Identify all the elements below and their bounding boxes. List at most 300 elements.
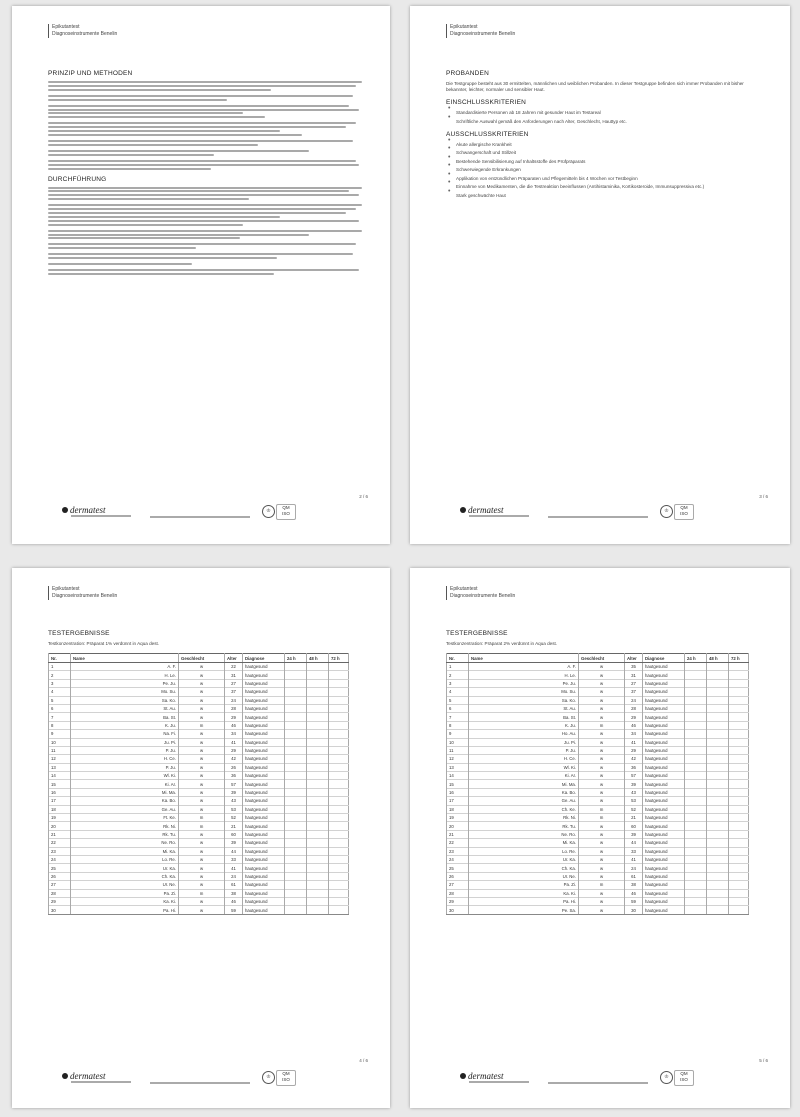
bullet-item: • Applikation von entzündlichen Präparaten und Pflegemitteln bis 4 Wochen vor Testbeginn (456, 176, 762, 182)
result-cell (329, 897, 349, 905)
paragraph (48, 263, 362, 265)
table-cell: 13 (447, 763, 469, 771)
table-cell: Ka. Ki. (469, 889, 579, 897)
document-page-5 (410, 568, 790, 1108)
result-cell (729, 805, 749, 813)
table-cell: 39 (625, 830, 643, 838)
table-cell: 36 (225, 772, 243, 780)
result-cell (707, 864, 729, 872)
result-cell (685, 897, 707, 905)
column-header: Nr. (49, 654, 71, 663)
result-cell (285, 855, 307, 863)
table-cell: H. Le. (71, 671, 179, 679)
result-cell (729, 755, 749, 763)
table-cell: P. Ju. (71, 763, 179, 771)
table-cell: hautgesund (643, 847, 685, 855)
text-line (48, 216, 280, 218)
table-cell: w (179, 864, 225, 872)
result-cell (285, 872, 307, 880)
result-cell (707, 872, 729, 880)
table-cell: 4 (447, 688, 469, 696)
table-cell: Mo. Su. (71, 688, 179, 696)
table-cell: 60 (225, 830, 243, 838)
text-line (48, 81, 362, 83)
result-cell (307, 788, 329, 796)
table-cell: 41 (625, 855, 643, 863)
result-cell (729, 713, 749, 721)
page-footer (62, 502, 365, 524)
result-cell (307, 763, 329, 771)
bullet-item: • Schwangerschaft und Stillzeit (456, 150, 762, 156)
result-cell (285, 663, 307, 671)
table-cell: 36 (625, 763, 643, 771)
column-header: Geschlecht (179, 654, 225, 663)
result-cell (685, 755, 707, 763)
table-cell: w (179, 663, 225, 671)
table-cell: 8 (447, 721, 469, 729)
document-page-4 (12, 568, 390, 1108)
paragraph (48, 243, 362, 249)
text-line (48, 190, 349, 192)
text-line (48, 204, 362, 206)
table-cell: 27 (447, 881, 469, 889)
result-cell (729, 688, 749, 696)
table-cell: Rk. Ni. (71, 822, 179, 830)
table-cell: hautgesund (643, 864, 685, 872)
table-cell: 24 (447, 855, 469, 863)
result-cell (685, 704, 707, 712)
result-cell (707, 679, 729, 687)
table-cell: hautgesund (643, 696, 685, 704)
result-cell (707, 797, 729, 805)
table-cell: 28 (447, 889, 469, 897)
table-cell: 60 (625, 822, 643, 830)
table-row (447, 738, 749, 746)
result-cell (729, 889, 749, 897)
table-cell: hautgesund (643, 688, 685, 696)
dermatest-logo: dermatest (62, 505, 106, 515)
result-cell (729, 872, 749, 880)
text-line (48, 230, 362, 232)
table-cell: 5 (49, 696, 71, 704)
result-cell (307, 772, 329, 780)
result-cell (307, 780, 329, 788)
table-cell: 21 (49, 830, 71, 838)
result-cell (285, 696, 307, 704)
result-cell (307, 839, 329, 847)
column-header: Name (71, 654, 179, 663)
text-line (48, 105, 349, 107)
section-heading: DURCHFÜHRUNG (48, 175, 107, 183)
table-cell: m (179, 814, 225, 822)
test-concentration: Testkonzentration: Präparat 1% verdünnt in Aqua dest. (48, 641, 160, 646)
table-row (49, 797, 349, 805)
result-cell (285, 671, 307, 679)
table-cell: w (579, 696, 625, 704)
table-row (447, 730, 749, 738)
table-cell: 15 (447, 780, 469, 788)
table-cell: hautgesund (243, 872, 285, 880)
result-cell (307, 671, 329, 679)
result-cell (329, 805, 349, 813)
result-cell (707, 688, 729, 696)
table-cell: 28 (225, 704, 243, 712)
paragraph (48, 150, 362, 156)
table-cell: w (179, 713, 225, 721)
table-cell: 34 (625, 730, 643, 738)
result-cell (285, 746, 307, 754)
table-cell: 42 (625, 755, 643, 763)
table-cell: 15 (49, 780, 71, 788)
paragraph (48, 105, 362, 119)
text-line (48, 109, 359, 111)
text-line (48, 194, 359, 196)
result-cell (307, 713, 329, 721)
table-cell: hautgesund (243, 830, 285, 838)
paragraph (48, 95, 362, 101)
table-cell: 53 (225, 805, 243, 813)
result-cell (707, 814, 729, 822)
result-cell (329, 721, 349, 729)
table-cell: w (579, 738, 625, 746)
table-row (447, 855, 749, 863)
result-cell (707, 897, 729, 905)
bullet-item: • Standardisierte Personen ab 18 Jahren mit gesunder Haut im Testareal (456, 110, 762, 116)
table-cell: 41 (625, 738, 643, 746)
table-row (447, 889, 749, 897)
table-cell: 7 (447, 713, 469, 721)
table-cell: Na. Fi. (71, 730, 179, 738)
table-cell: hautgesund (643, 788, 685, 796)
table-cell: hautgesund (243, 772, 285, 780)
table-cell: 43 (225, 797, 243, 805)
result-cell (329, 755, 349, 763)
text-line (48, 220, 359, 222)
table-row (49, 730, 349, 738)
result-cell (329, 772, 349, 780)
table-cell: 14 (49, 772, 71, 780)
table-cell: 30 (625, 906, 643, 914)
result-cell (707, 906, 729, 914)
table-cell: hautgesund (643, 805, 685, 813)
result-cell (329, 839, 349, 847)
table-cell: 41 (225, 864, 243, 872)
table-cell: Ch. Ka. (469, 864, 579, 872)
result-cell (285, 830, 307, 838)
table-cell: w (179, 780, 225, 788)
table-cell: hautgesund (643, 772, 685, 780)
results-table (446, 653, 749, 915)
logo-dot-icon (62, 1073, 68, 1079)
result-cell (707, 763, 729, 771)
result-cell (329, 663, 349, 671)
table-cell: A. F. (469, 663, 579, 671)
table-cell: hautgesund (643, 906, 685, 914)
table-row (447, 688, 749, 696)
table-cell: 46 (225, 721, 243, 729)
table-cell: Ne. Ro. (71, 839, 179, 847)
text-line (48, 122, 356, 124)
table-row (49, 864, 349, 872)
result-cell (707, 772, 729, 780)
table-row (447, 663, 749, 671)
table-cell: Mi. Ma. (71, 788, 179, 796)
table-cell: 59 (225, 906, 243, 914)
paragraph (48, 230, 362, 240)
table-cell: w (579, 763, 625, 771)
table-cell: Ka. Bo. (469, 788, 579, 796)
result-cell (307, 872, 329, 880)
table-cell: w (179, 830, 225, 838)
table-cell: 14 (447, 772, 469, 780)
table-cell: 19 (49, 814, 71, 822)
table-cell: 5 (447, 696, 469, 704)
table-cell: St. Au. (71, 704, 179, 712)
seal-icon: ♔ (262, 1071, 275, 1084)
table-cell: 28 (625, 704, 643, 712)
table-cell: w (179, 730, 225, 738)
table-cell: 25 (49, 864, 71, 872)
bullet-item: • Einnahme von Medikamenten, die die Testreaktion beeinflussen (Antihistaminika, Kortikosteroide, Immunsuppressiva etc.) (456, 184, 762, 190)
result-cell (729, 696, 749, 704)
table-cell: Ur. Ne. (71, 881, 179, 889)
table-cell: 6 (447, 704, 469, 712)
result-cell (707, 847, 729, 855)
table-cell: w (179, 797, 225, 805)
table-cell: 24 (225, 696, 243, 704)
table-cell: hautgesund (643, 763, 685, 771)
table-cell: m (579, 721, 625, 729)
result-cell (729, 822, 749, 830)
table-cell: 28 (49, 889, 71, 897)
table-row (447, 746, 749, 754)
text-line (48, 150, 309, 152)
result-cell (329, 746, 349, 754)
table-cell: w (579, 772, 625, 780)
table-cell: 3 (447, 679, 469, 687)
table-cell: hautgesund (643, 663, 685, 671)
result-cell (685, 738, 707, 746)
table-cell: hautgesund (243, 847, 285, 855)
column-header: Geschlecht (579, 654, 625, 663)
table-row (49, 830, 349, 838)
table-cell: hautgesund (243, 814, 285, 822)
table-cell: 24 (49, 855, 71, 863)
column-header: Nr. (447, 654, 469, 663)
table-cell: 44 (225, 847, 243, 855)
table-cell: hautgesund (643, 704, 685, 712)
table-cell: hautgesund (243, 763, 285, 771)
text-line (48, 273, 274, 275)
result-cell (729, 721, 749, 729)
table-cell: 61 (225, 881, 243, 889)
table-cell: hautgesund (243, 671, 285, 679)
result-cell (707, 780, 729, 788)
table-cell: hautgesund (243, 897, 285, 905)
table-cell: 53 (625, 797, 643, 805)
result-cell (329, 671, 349, 679)
text-line (48, 243, 356, 245)
table-cell: Mi. Ma. (469, 780, 579, 788)
text-line (48, 208, 356, 210)
table-cell: Ur. Ka. (469, 855, 579, 863)
result-cell (685, 688, 707, 696)
result-cell (707, 738, 729, 746)
table-cell: 1 (49, 663, 71, 671)
result-cell (329, 872, 349, 880)
text-line (48, 269, 359, 271)
result-cell (307, 830, 329, 838)
table-row (49, 855, 349, 863)
page-footer (460, 1068, 765, 1090)
result-cell (307, 814, 329, 822)
table-cell: 29 (49, 897, 71, 905)
document-page-2 (12, 6, 390, 544)
table-cell: 61 (625, 872, 643, 880)
table-row (447, 805, 749, 813)
table-cell: Pa. Zi. (71, 889, 179, 897)
table-row (447, 679, 749, 687)
text-line (48, 112, 243, 114)
table-cell: w (579, 830, 625, 838)
table-cell: w (579, 713, 625, 721)
table-cell: Mo. Su. (469, 688, 579, 696)
table-cell: m (579, 805, 625, 813)
result-cell (285, 797, 307, 805)
text-line (48, 212, 346, 214)
table-cell: 18 (447, 805, 469, 813)
result-cell (685, 906, 707, 914)
result-cell (285, 721, 307, 729)
table-cell: Pa. Hi. (469, 897, 579, 905)
paragraph (48, 160, 362, 170)
result-cell (685, 864, 707, 872)
table-cell: hautgesund (243, 738, 285, 746)
result-cell (329, 822, 349, 830)
paragraph (48, 253, 362, 259)
table-cell: 2 (447, 671, 469, 679)
table-cell: Ju. Pi. (469, 738, 579, 746)
table-cell: w (179, 772, 225, 780)
result-cell (285, 814, 307, 822)
table-cell: w (579, 788, 625, 796)
table-cell: 26 (225, 763, 243, 771)
table-cell: hautgesund (643, 679, 685, 687)
text-line (48, 140, 353, 142)
result-cell (307, 897, 329, 905)
table-cell: Pe. Sa. (469, 906, 579, 914)
text-line (48, 126, 346, 128)
table-row (49, 872, 349, 880)
table-row (49, 663, 349, 671)
table-cell: A. F. (71, 663, 179, 671)
result-cell (685, 822, 707, 830)
table-row (49, 847, 349, 855)
column-header: Alter (625, 654, 643, 663)
table-cell: w (579, 906, 625, 914)
table-cell: w (179, 839, 225, 847)
table-cell: Ne. Ro. (469, 830, 579, 838)
table-cell: 22 (447, 839, 469, 847)
table-cell: 24 (225, 872, 243, 880)
table-cell: w (579, 872, 625, 880)
table-cell: Ge. Au. (71, 805, 179, 813)
table-cell: hautgesund (643, 721, 685, 729)
result-cell (685, 780, 707, 788)
table-cell: H. Ce. (71, 755, 179, 763)
table-cell: 1 (447, 663, 469, 671)
result-cell (729, 830, 749, 838)
bullet-list (446, 110, 762, 125)
table-row (447, 830, 749, 838)
table-cell: w (579, 822, 625, 830)
page-number: 5 / 6 (759, 1058, 768, 1063)
table-cell: 59 (625, 897, 643, 905)
text-line (48, 187, 362, 189)
table-cell: H. Ce. (469, 755, 579, 763)
page-body (48, 624, 362, 915)
column-header: 48 h (307, 654, 329, 663)
result-cell (307, 721, 329, 729)
page-body (446, 64, 762, 203)
bullet-list (446, 142, 762, 199)
table-row (447, 797, 749, 805)
table-cell: 12 (447, 755, 469, 763)
table-row (49, 738, 349, 746)
column-header: 72 h (329, 654, 349, 663)
result-cell (685, 855, 707, 863)
table-cell: hautgesund (243, 679, 285, 687)
table-cell: hautgesund (243, 889, 285, 897)
table-cell: w (179, 738, 225, 746)
page-body (48, 64, 362, 279)
table-cell: 23 (49, 847, 71, 855)
result-cell (285, 889, 307, 897)
result-cell (707, 671, 729, 679)
table-cell: 29 (225, 746, 243, 754)
table-cell: K. Ju. (469, 721, 579, 729)
table-cell: 8 (49, 721, 71, 729)
table-cell: hautgesund (643, 839, 685, 847)
result-cell (707, 822, 729, 830)
result-cell (307, 847, 329, 855)
column-header: 24 h (685, 654, 707, 663)
table-cell: Ur. Ne. (469, 872, 579, 880)
table-cell: hautgesund (643, 830, 685, 838)
section-text: Die Testgruppe besteht aus 30 ermittelten, männlichen und weiblichen Probanden. In dieser Testgruppe befinden sich immer Probanden mit bisher bekannter, leichter, normaler und sensibler Haut. (446, 81, 744, 92)
table-cell: 38 (225, 889, 243, 897)
result-cell (329, 864, 349, 872)
column-header: Diagnose (243, 654, 285, 663)
result-cell (307, 855, 329, 863)
table-cell: Rk. Ni. (469, 814, 579, 822)
table-cell: w (179, 746, 225, 754)
result-cell (707, 721, 729, 729)
table-cell: m (179, 822, 225, 830)
table-cell: 21 (625, 814, 643, 822)
table-cell: hautgesund (243, 797, 285, 805)
table-cell: Ho. Au. (469, 730, 579, 738)
result-cell (329, 847, 349, 855)
result-cell (729, 906, 749, 914)
result-cell (285, 788, 307, 796)
result-cell (329, 763, 349, 771)
table-cell: hautgesund (643, 738, 685, 746)
table-row (49, 822, 349, 830)
table-cell: Ur. Ka. (71, 864, 179, 872)
result-cell (307, 679, 329, 687)
table-cell: H. Le. (469, 671, 579, 679)
